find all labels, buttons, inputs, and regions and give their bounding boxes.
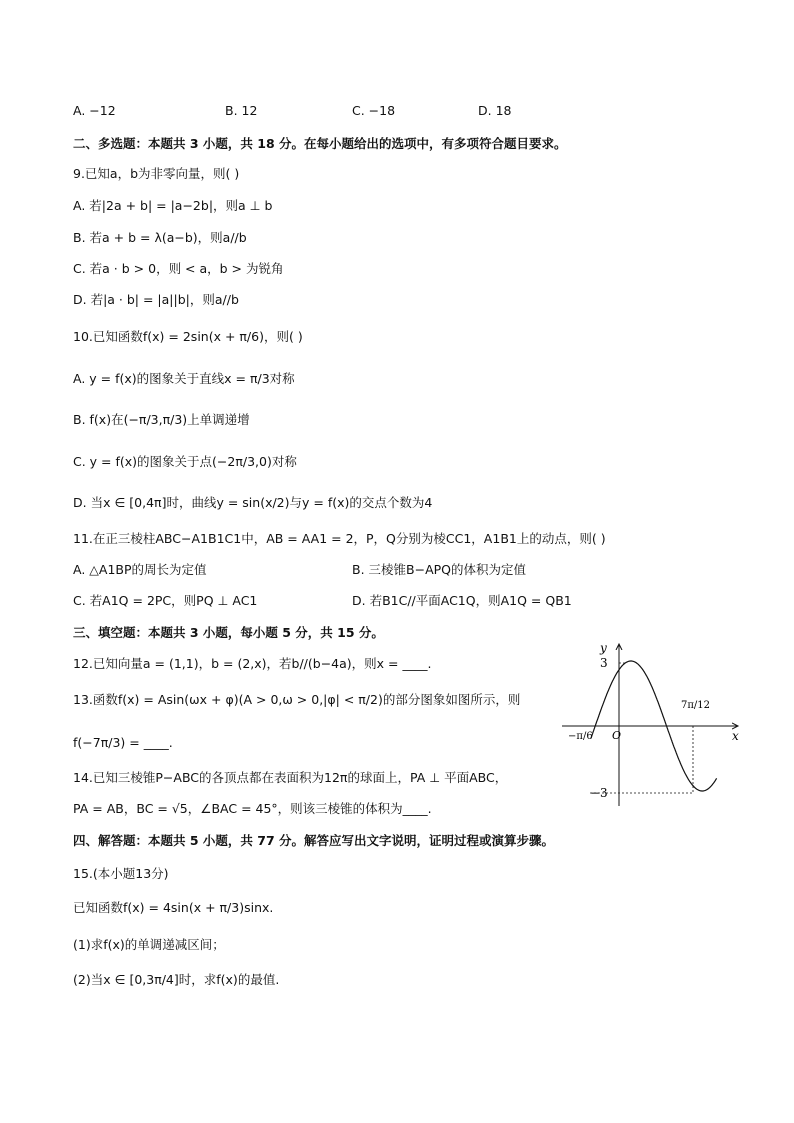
origin-label: O [612, 729, 622, 742]
x-mark-label: 7π/12 [681, 700, 711, 711]
q11-option-b: B. 三棱锥B−APQ的体积为定值 [352, 562, 526, 577]
q10-option-d: D. 当x ∈ [0,4π]时，曲线y = sin(x/2)与y = f(x)的交点个数为4 [73, 495, 433, 510]
q9-option-d: D. 若|a · b| = |a||b|，则a//b [73, 292, 239, 307]
q10-option-c: C. y = f(x)的图象关于点(−2π/3,0)对称 [73, 454, 297, 469]
x-neg-label: −π/6 [568, 731, 593, 742]
q11-stem: 11.在正三棱柱ABC−A1B1C1中，AB = AA1 = 2，P，Q分别为棱CC1，A1B1上的动点，则( ) [73, 531, 606, 546]
y-min-label: −3 [590, 786, 608, 800]
q9-stem: 9.已知a，b为非零向量，则( ) [73, 166, 240, 181]
q12-text: 12.已知向量a = (1,1)，b = (2,x)，若b//(b−4a)，则x = ____. [73, 656, 432, 671]
section-2-heading: 二、多选题：本题共 3 小题，共 18 分。在每小题给出的选项中，有多项符合题目要求。 [73, 136, 567, 151]
sine-graph [556, 638, 746, 810]
y-axis-label: y [600, 641, 607, 655]
q14-line-2: PA = AB，BC = √5，∠BAC = 45°，则该三棱锥的体积为____. [73, 801, 432, 816]
q8-option-c: C. −18 [352, 103, 396, 118]
q15-part-1: (1)求f(x)的单调递减区间； [73, 937, 225, 952]
q8-option-a: A. −12 [73, 103, 116, 118]
q11-option-d: D. 若B1C//平面AC1Q，则A1Q = QB1 [352, 593, 572, 608]
section-3-heading: 三、填空题：本题共 3 小题，每小题 5 分，共 15 分。 [73, 625, 384, 640]
q15-stem: 已知函数f(x) = 4sin(x + π/3)sinx. [73, 900, 274, 915]
q10-option-a: A. y = f(x)的图象关于直线x = π/3对称 [73, 371, 295, 386]
q14-line-1: 14.已知三棱锥P−ABC的各顶点都在表面积为12π的球面上，PA ⊥ 平面ABC， [73, 770, 508, 785]
q9-option-a: A. 若|2a + b| = |a−2b|，则a ⊥ b [73, 198, 273, 213]
q15-title: 15.(本小题13分) [73, 866, 169, 881]
q15-part-2: (2)当x ∈ [0,3π/4]时，求f(x)的最值. [73, 972, 280, 987]
q13-line-2: f(−7π/3) = ____. [73, 735, 173, 750]
q10-stem: 10.已知函数f(x) = 2sin(x + π/6)，则( ) [73, 329, 303, 344]
q11-option-a: A. △A1BP的周长为定值 [73, 562, 207, 577]
q10-option-b: B. f(x)在(−π/3,π/3)上单调递增 [73, 412, 250, 427]
q13-line-1: 13.函数f(x) = Asin(ωx + φ)(A > 0,ω > 0,|φ| < π/2)的部分图象如图所示，则 [73, 692, 521, 707]
x-axis-label: x [732, 729, 739, 743]
q9-option-c: C. 若a · b > 0，则 < a，b > 为锐角 [73, 261, 284, 276]
y-max-label: 3 [600, 656, 608, 670]
section-4-heading: 四、解答题：本题共 5 小题，共 77 分。解答应写出文字说明，证明过程或演算步骤。 [73, 833, 555, 848]
q11-option-c: C. 若A1Q = 2PC，则PQ ⊥ AC1 [73, 593, 258, 608]
q8-option-d: D. 18 [478, 103, 512, 118]
q9-option-b: B. 若a + b = λ(a−b)，则a//b [73, 230, 247, 245]
q8-option-b: B. 12 [225, 103, 258, 118]
